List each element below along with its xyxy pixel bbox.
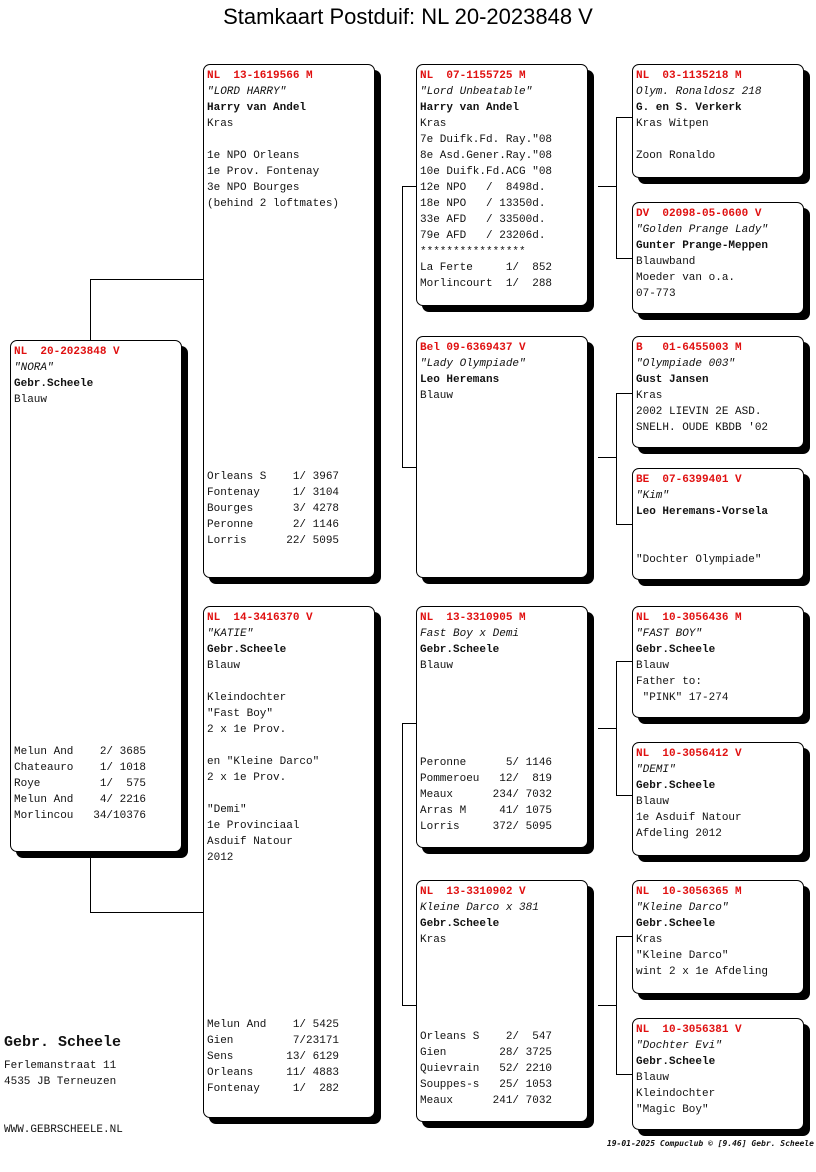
note-line: 3e NPO Bourges (207, 182, 300, 194)
race-result: Chateauro 1/ 1018 (14, 762, 147, 774)
note-line: Kleindochter (636, 1088, 716, 1100)
note-line: Blauw (420, 390, 454, 402)
note-line: 1e Prov. Fontenay (207, 166, 320, 178)
race-results (207, 1017, 374, 1097)
ring-number: NL 10-3056412 V (636, 748, 742, 760)
note-line: Kleindochter (207, 692, 287, 704)
race-results (420, 1029, 587, 1109)
note-line: Moeder van o.a. (636, 272, 736, 284)
pigeon-name: "Dochter Evi" (636, 1040, 722, 1052)
note-line: Blauw (14, 394, 48, 406)
race-results (14, 744, 181, 824)
note-line: Zoon Ronaldo (636, 150, 716, 162)
note-line: **************** (420, 246, 526, 258)
ring-number: NL 10-3056365 M (636, 886, 742, 898)
pigeon-card-dam-sire[interactable] (416, 606, 588, 848)
ring-number: NL 20-2023848 V (14, 346, 120, 358)
note-line (636, 520, 803, 536)
pigeon-card-sss[interactable] (632, 64, 804, 178)
ring-number: B 01-6455003 M (636, 342, 742, 354)
owner-name: Gebr.Scheele (420, 644, 500, 656)
race-result: Melun And 1/ 5425 (207, 1019, 340, 1031)
pigeon-name: "DEMI" (636, 764, 676, 776)
pigeon-card-sire-sire[interactable] (416, 64, 588, 306)
breeder-website-link[interactable]: WWW.GEBRSCHEELE.NL (4, 1124, 123, 1136)
race-result: Quievrain 52/ 2210 (420, 1063, 553, 1075)
race-result: Orleans S 2/ 547 (420, 1031, 553, 1043)
race-result: Gien 7/23171 (207, 1035, 340, 1047)
pigeon-card-dss[interactable] (632, 606, 804, 718)
pigeon-card-dsd[interactable] (632, 742, 804, 856)
pigeon-card-ddd[interactable] (632, 1018, 804, 1130)
pigeon-card-sire[interactable] (203, 64, 375, 578)
pigeon-card-sds[interactable] (632, 336, 804, 448)
owner-name: Gebr.Scheele (636, 1056, 716, 1068)
note-line: Morlincourt 1/ 288 (420, 278, 553, 290)
race-result: Meaux 234/ 7032 (420, 789, 553, 801)
pigeon-card-dam[interactable] (203, 606, 375, 1118)
note-line (207, 674, 374, 690)
ring-number: NL 13-3310905 M (420, 612, 526, 624)
note-line: 33e AFD / 33500d. (420, 214, 546, 226)
note-line: "PINK" 17-274 (636, 692, 729, 704)
note-line: wint 2 x 1e Afdeling (636, 966, 769, 978)
race-result: Pommeroeu 12/ 819 (420, 773, 553, 785)
note-line: "Demi" (207, 804, 247, 816)
owner-name: Gebr.Scheele (14, 378, 94, 390)
race-result: Fontenay 1/ 3104 (207, 487, 340, 499)
pigeon-card-ssd[interactable] (632, 202, 804, 314)
note-line: Blauw (636, 660, 670, 672)
note-line: Blauw (636, 1072, 670, 1084)
race-result: Meaux 241/ 7032 (420, 1095, 553, 1107)
note-line (207, 738, 374, 754)
note-line (207, 132, 374, 148)
pigeon-name: Olym. Ronaldosz 218 (636, 86, 762, 98)
note-line: Blauwband (636, 256, 696, 268)
pigeon-name: "LORD HARRY" (207, 86, 287, 98)
note-line: 2 x 1e Prov. (207, 724, 287, 736)
race-result: Bourges 3/ 4278 (207, 503, 340, 515)
ring-number: NL 14-3416370 V (207, 612, 313, 624)
note-line: en "Kleine Darco" (207, 756, 320, 768)
pigeon-name: "Lady Olympiade" (420, 358, 526, 370)
note-line: Kras (420, 934, 447, 946)
note-line: "Magic Boy" (636, 1104, 709, 1116)
note-line: Kras (207, 118, 234, 130)
race-result: Souppes-s 25/ 1053 (420, 1079, 553, 1091)
note-line: 2012 (207, 852, 234, 864)
pigeon-card-sdd[interactable] (632, 468, 804, 580)
owner-name: Gebr.Scheele (636, 780, 716, 792)
pigeon-card-sire-dam[interactable] (416, 336, 588, 578)
race-result: Arras M 41/ 1075 (420, 805, 553, 817)
note-line: 1e Provinciaal (207, 820, 300, 832)
pigeon-name: Fast Boy x Demi (420, 628, 520, 640)
note-line (636, 536, 803, 552)
pigeon-name: "Olympiade 003" (636, 358, 736, 370)
owner-name: Gust Jansen (636, 374, 709, 386)
ring-number: BE 07-6399401 V (636, 474, 742, 486)
note-line: Kras (636, 934, 663, 946)
note-line: 07-773 (636, 288, 676, 300)
owner-name: Gebr.Scheele (636, 918, 716, 930)
connector-ss-parents (598, 118, 632, 259)
race-result: Melun And 4/ 2216 (14, 794, 147, 806)
race-results (420, 755, 587, 835)
note-line: 10e Duifk.Fd.ACG "08 (420, 166, 553, 178)
connector-dd-parents (598, 937, 632, 1075)
pigeon-name: "NORA" (14, 362, 54, 374)
pigeon-name: "Kleine Darco" (636, 902, 729, 914)
ring-number: NL 13-1619566 M (207, 70, 313, 82)
note-line: Father to: (636, 676, 703, 688)
owner-name: Leo Heremans-Vorsela (636, 506, 769, 518)
race-result: Roye 1/ 575 (14, 778, 147, 790)
note-line: 7e Duifk.Fd. Ray."08 (420, 134, 553, 146)
pigeon-name: Kleine Darco x 381 (420, 902, 539, 914)
note-line: Kras (420, 118, 447, 130)
connector-subject-sire (91, 280, 204, 341)
breeder-city: 4535 JB Terneuzen (4, 1076, 117, 1088)
page-title: Stamkaart Postduif: NL 20-2023848 V (223, 4, 593, 29)
note-line: 1e Asduif Natour (636, 812, 742, 824)
owner-name: Gebr.Scheele (207, 644, 287, 656)
race-result: Gien 28/ 3725 (420, 1047, 553, 1059)
note-line: Kras Witpen (636, 118, 709, 130)
pigeon-name: "Golden Prange Lady" (636, 224, 769, 236)
note-line: 18e NPO / 13350d. (420, 198, 546, 210)
owner-name: Harry van Andel (207, 102, 307, 114)
note-line: SNELH. OUDE KBDB '02 (636, 422, 769, 434)
note-line: Blauw (207, 660, 241, 672)
race-result: Melun And 2/ 3685 (14, 746, 147, 758)
note-line: 12e NPO / 8498d. (420, 182, 546, 194)
note-line: La Ferte 1/ 852 (420, 262, 553, 274)
note-line: 79e AFD / 23206d. (420, 230, 546, 242)
breeder-name: Gebr. Scheele (4, 1034, 122, 1051)
note-line: Blauw (420, 660, 454, 672)
note-line: (behind 2 loftmates) (207, 198, 340, 210)
ring-number: NL 10-3056436 M (636, 612, 742, 624)
note-line: Kras (636, 390, 663, 402)
note-line: "Kleine Darco" (636, 950, 729, 962)
race-result: Fontenay 1/ 282 (207, 1083, 340, 1095)
pigeon-card-subject[interactable] (10, 340, 182, 852)
note-line: Asduif Natour (207, 836, 293, 848)
connector-sire-parents (403, 187, 417, 468)
breeder-street: Ferlemanstraat 11 (4, 1060, 117, 1072)
note-line: "Fast Boy" (207, 708, 274, 720)
note-line: 2 x 1e Prov. (207, 772, 287, 784)
ring-number: NL 03-1135218 M (636, 70, 742, 82)
note-line: 2002 LIEVIN 2E ASD. (636, 406, 762, 418)
race-results (207, 469, 374, 549)
note-line (636, 132, 803, 148)
pigeon-name: "Kim" (636, 490, 670, 502)
race-result: Sens 13/ 6129 (207, 1051, 340, 1063)
connector-sd-parents (598, 394, 632, 525)
note-line: 8e Asd.Gener.Ray."08 (420, 150, 553, 162)
pigeon-card-dds[interactable] (632, 880, 804, 994)
race-result: Peronne 5/ 1146 (420, 757, 553, 769)
pigeon-name: "FAST BOY" (636, 628, 703, 640)
owner-name: Gunter Prange-Meppen (636, 240, 769, 252)
race-result: Orleans 11/ 4883 (207, 1067, 340, 1079)
race-result: Lorris 22/ 5095 (207, 535, 340, 547)
race-result: Orleans S 1/ 3967 (207, 471, 340, 483)
race-result: Peronne 2/ 1146 (207, 519, 340, 531)
connector-dam-parents (403, 724, 417, 1006)
race-result: Morlincou 34/10376 (14, 810, 147, 822)
note-line: Blauw (636, 796, 670, 808)
connector-ds-parents (598, 662, 632, 796)
ring-number: NL 13-3310902 V (420, 886, 526, 898)
pigeon-card-dam-dam[interactable] (416, 880, 588, 1122)
ring-number: NL 07-1155725 M (420, 70, 526, 82)
note-line: 1e NPO Orleans (207, 150, 300, 162)
pigeon-name: "KATIE" (207, 628, 254, 640)
footer-credits: 19-01-2025 Compuclub © [9.46] Gebr. Scheele (606, 1139, 814, 1148)
note-line: "Dochter Olympiade" (636, 554, 762, 566)
owner-name: G. en S. Verkerk (636, 102, 742, 114)
ring-number: Bel 09-6369437 V (420, 342, 526, 354)
ring-number: NL 10-3056381 V (636, 1024, 742, 1036)
connector-subject-dam (91, 852, 204, 913)
note-line: Afdeling 2012 (636, 828, 722, 840)
pigeon-name: "Lord Unbeatable" (420, 86, 533, 98)
owner-name: Gebr.Scheele (420, 918, 500, 930)
ring-number: DV 02098-05-0600 V (636, 208, 762, 220)
owner-name: Leo Heremans (420, 374, 500, 386)
owner-name: Harry van Andel (420, 102, 520, 114)
owner-name: Gebr.Scheele (636, 644, 716, 656)
race-result: Lorris 372/ 5095 (420, 821, 553, 833)
note-line (207, 786, 374, 802)
